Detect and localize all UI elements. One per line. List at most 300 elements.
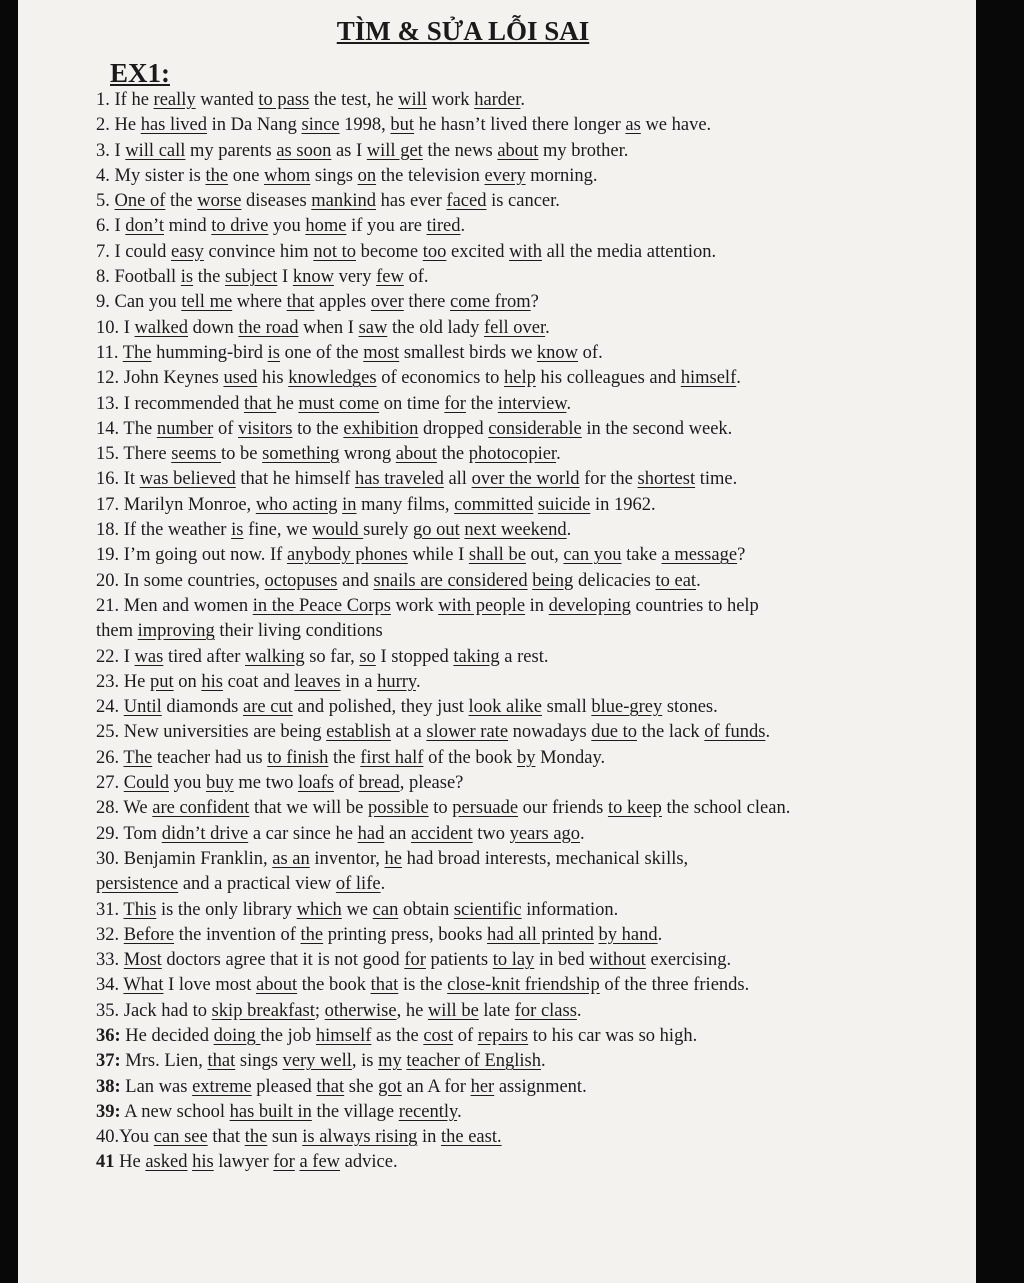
text-segment: the invention of [174,924,301,945]
text-segment: 1. If he [96,90,154,110]
text-segment: Monday. [535,747,606,768]
exercise-line [96,366,966,391]
text-segment: the [436,444,469,465]
text-segment: advice. [340,1152,398,1173]
exercise-line [96,139,966,164]
exercise-line [96,417,966,442]
underlined-segment: about [497,140,539,161]
underlined-segment: that [243,393,277,414]
underlined-segment: not to [313,241,356,262]
text-segment: 6. I [96,216,126,237]
exercise-line [96,847,966,872]
text-segment: diamonds [161,697,243,718]
underlined-segment: The [122,342,152,363]
underlined-segment: extreme [192,1076,252,1097]
underlined-segment: few [376,267,404,288]
text-segment: in 1962. [590,494,656,515]
exercise-list [96,88,966,1176]
text-segment: ? [530,292,539,313]
text-segment: assignment. [494,1076,587,1097]
text-segment: the [465,393,498,414]
underlined-segment: next weekend [464,520,567,541]
underlined-segment: really [153,90,196,110]
underlined-segment: had all printed [487,924,594,945]
exercise-line [96,645,966,670]
text-segment: . [460,216,466,237]
underlined-segment: with people [438,595,526,616]
exercise-line [96,467,966,492]
text-segment: out, [525,545,564,566]
underlined-segment: Could [123,773,169,794]
text-segment: our friends [518,798,608,819]
underlined-segment: my [378,1051,402,1072]
underlined-segment: Before [123,924,175,945]
text-segment: you [168,773,206,794]
text-segment: work [390,595,439,616]
text-segment: the television [376,165,485,186]
text-segment: the test, he [309,90,399,110]
underlined-segment: as an [272,848,310,869]
underlined-segment: will [398,90,427,110]
underlined-segment: bread [358,773,400,794]
question-number: 39: [96,1101,121,1122]
text-segment: has ever [376,191,447,212]
text-segment: the [328,747,361,768]
underlined-segment: committed [454,494,534,515]
underlined-segment: home [305,216,347,237]
underlined-segment: saw [358,317,388,338]
underlined-segment: come from [450,292,531,313]
text-segment: 10. I [96,317,135,338]
text-segment: 4. My sister is [96,165,206,186]
underlined-segment: are confident [152,798,250,819]
underlined-segment: establish [326,722,391,743]
text-segment: I stopped [375,646,454,667]
exercise-line [96,999,966,1024]
text-segment: the lack [637,722,705,743]
underlined-segment: asked [145,1152,188,1173]
text-segment: 5. [96,191,115,212]
text-segment: my parents [185,140,277,161]
underlined-segment: a few [299,1152,341,1173]
underlined-segment: that [207,1051,236,1072]
underlined-segment: by [516,747,536,768]
text-segment: time. [695,469,738,490]
underlined-segment: know [536,342,579,363]
text-segment: diseases [241,191,312,212]
text-segment: small [542,697,592,718]
text-segment: on time [379,393,445,414]
text-segment: of. [403,267,429,288]
underlined-segment: This [123,899,157,920]
text-segment: of [213,418,238,439]
exercise-line [96,594,966,619]
underlined-segment: the [300,924,324,945]
text-segment: he [276,393,299,414]
text-segment: there [403,292,450,313]
exercise-line [96,265,966,290]
underlined-segment: to keep [607,798,662,819]
underlined-segment: of funds [704,722,766,743]
text-segment: morning. [525,165,598,186]
text-segment: delicacies [573,570,656,591]
text-segment: 14. The [96,418,157,439]
text-segment: pleased [251,1076,317,1097]
underlined-segment: recently [398,1101,458,1122]
text-segment: 31. [96,899,124,920]
text-segment: ? [737,545,746,566]
exercise-line [96,822,966,847]
underlined-segment: as soon [276,140,332,161]
underlined-segment: for class [514,1000,577,1021]
underlined-segment: skip breakfast [211,1000,315,1021]
text-segment: . [457,1101,462,1122]
underlined-segment: The [123,747,153,768]
question-number: 41 [96,1152,115,1173]
text-segment: his [257,368,289,389]
underlined-segment: tired [426,216,461,237]
text-segment: 9. Can you [96,292,182,313]
text-segment: the news [422,140,498,161]
underlined-segment: will be [427,1000,479,1021]
underlined-segment: the east. [441,1127,502,1148]
underlined-segment: improving [137,621,215,642]
underlined-segment: that [286,292,315,313]
text-segment: 7. I could [96,241,172,262]
question-number: 37: [96,1051,121,1072]
underlined-segment: possible [368,798,429,819]
underlined-segment: his [192,1152,214,1173]
text-segment: a rest. [499,646,549,667]
text-segment: I love most [163,975,256,996]
text-segment: 11. [96,342,123,363]
exercise-line [96,1075,966,1100]
underlined-segment: the [244,1127,268,1148]
text-segment: the village [311,1101,399,1122]
exercise-line [96,1125,966,1150]
underlined-segment: mankind [311,191,377,212]
underlined-segment: has lived [140,115,207,136]
underlined-segment: on [357,165,377,186]
exercise-line [96,113,966,138]
text-segment: 18. If the weather [96,520,232,541]
text-segment: at a [390,722,427,743]
text-segment: 13. I recommended [96,393,244,414]
exercise-line [96,1049,966,1074]
text-segment: 15. There [96,444,172,465]
text-segment: of economics to [376,368,504,389]
text-segment: to his car was so high. [528,1025,698,1046]
underlined-segment: will get [366,140,423,161]
text-segment: 29. Tom [96,823,162,844]
text-segment: 20. In some countries, [96,570,265,591]
underlined-segment: was believed [139,469,236,490]
underlined-segment: so [359,646,376,667]
text-segment: to be [221,444,263,465]
text-segment: late [478,1000,515,1021]
underlined-segment: don’t [125,216,165,237]
underlined-segment: since [301,115,340,136]
text-segment: to the [292,418,344,439]
section-heading: EX1: [110,58,170,88]
text-segment: . [657,924,663,945]
text-segment: if you are [346,216,427,237]
exercise-line [96,392,966,417]
underlined-segment: the road [238,317,299,338]
underlined-segment: loafs [297,773,334,794]
underlined-segment: fell over [483,317,546,338]
underlined-segment: something [262,444,340,465]
underlined-segment: himself [315,1025,372,1046]
text-segment: , please? [399,773,464,794]
underlined-segment: in [297,1101,312,1122]
exercise-line [96,214,966,239]
underlined-segment: octopuses [264,570,338,591]
text-segment: . [415,671,421,692]
underlined-segment: that [316,1076,345,1097]
text-segment: and [337,570,374,591]
question-number: 36: [96,1025,121,1046]
text-segment: when I [298,317,359,338]
text-segment: sings [235,1051,283,1072]
text-segment: 24. [96,697,124,718]
text-segment: information. [521,899,619,920]
text-segment: ; [314,1000,325,1021]
text-segment: of [453,1025,478,1046]
underlined-segment: tell me [181,292,233,313]
underlined-segment: One of [114,191,166,212]
underlined-segment: the [205,165,229,186]
text-segment: we [341,899,373,920]
underlined-segment: that [370,975,399,996]
text-segment: 8. Football [96,267,181,288]
underlined-segment: didn’t drive [161,823,249,844]
text-segment: 30. Benjamin Franklin, [96,848,273,869]
text-segment: his colleagues and [535,368,681,389]
underlined-segment: subject [225,267,278,288]
underlined-segment: buy [205,773,234,794]
text-segment: printing press, books [323,924,488,945]
text-segment: is the [398,975,448,996]
underlined-segment: too [422,241,447,262]
underlined-segment: close-knit friendship [447,975,600,996]
text-segment: . [576,1000,582,1021]
underlined-segment: persistence [96,874,179,895]
exercise-line [96,973,966,998]
underlined-segment: accident [411,823,473,844]
underlined-segment: developing [548,595,631,616]
text-segment: 12. John Keynes [96,368,224,389]
underlined-segment: most [363,342,400,363]
text-segment: . [380,874,386,895]
text-segment: so far, [304,646,360,667]
underlined-segment: was [134,646,164,667]
exercise-line [96,872,966,897]
text-segment: , he [396,1000,428,1021]
text-segment: 2. He [96,115,141,136]
text-segment: an A for [401,1076,471,1097]
text-segment: . [520,90,526,110]
text-segment: many films, [356,494,455,515]
text-segment: on [173,671,202,692]
underlined-segment: himself [680,368,737,389]
text-segment: in bed [534,950,590,971]
text-segment: for the [579,469,638,490]
underlined-segment: doing [213,1025,261,1046]
underlined-segment: over the world [471,469,580,490]
underlined-segment: scientific [453,899,522,920]
text-segment: of the three friends. [599,975,750,996]
underlined-segment: her [470,1076,495,1097]
text-segment: inventor, [309,848,385,869]
text-segment: that he himself [235,469,355,490]
underlined-segment: got [378,1076,402,1097]
underlined-segment: persuade [452,798,519,819]
text-segment: 19. I’m going out now. If [96,545,287,566]
text-segment: . [566,393,572,414]
underlined-segment: first half [360,747,424,768]
underlined-segment: can you [563,545,622,566]
underlined-segment: would [312,520,364,541]
underlined-segment: which [296,899,342,920]
underlined-segment: teacher of English [406,1051,541,1072]
text-segment: all the media attention. [541,241,717,262]
exercise-line [96,948,966,973]
underlined-segment: used [223,368,258,389]
text-segment: 3. I [96,140,126,161]
text-segment: He decided [120,1025,214,1046]
text-segment: one of the [279,342,364,363]
text-segment: two [472,823,510,844]
text-segment: 34. [96,975,124,996]
exercise-line [96,240,966,265]
underlined-segment: know [292,267,334,288]
text-segment: exercising. [645,950,732,971]
exercise-line [96,695,966,720]
exercise-line [96,796,966,821]
text-segment: that [207,1127,245,1148]
text-segment: 35. Jack had to [96,1000,212,1021]
text-segment: countries to help [630,595,759,616]
text-segment: surely [363,520,413,541]
underlined-segment: shortest [637,469,696,490]
text-segment: while I [407,545,469,566]
text-segment: down [187,317,239,338]
underlined-segment: to finish [267,747,329,768]
underlined-segment: to lay [492,950,535,971]
underlined-segment: who acting [255,494,338,515]
underlined-segment: is always rising [302,1127,418,1148]
text-segment: as the [371,1025,424,1046]
text-segment: . [545,317,550,338]
underlined-segment: due to [591,722,637,743]
underlined-segment: for [444,393,466,414]
text-segment: 28. We [96,798,153,819]
text-segment: nowadays [508,722,592,743]
text-segment: she [344,1076,379,1097]
exercise-line [96,720,966,745]
underlined-segment: will call [125,140,186,161]
text-segment: in [525,595,549,616]
underlined-segment: can [372,899,399,920]
underlined-segment: for [404,950,426,971]
text-segment: wrong [339,444,396,465]
text-segment: in the second week. [581,418,733,439]
text-segment: teacher had us [152,747,268,768]
underlined-segment: must come [298,393,380,414]
underlined-segment: interview [497,393,567,414]
text-segment: . [566,520,572,541]
underlined-segment: snails are considered [373,570,528,591]
text-segment: in [417,1127,441,1148]
text-segment: my brother. [538,140,629,161]
text-segment: 33. [96,950,124,971]
underlined-segment: put [149,671,174,692]
text-segment: of. [578,342,603,363]
text-segment: tired after [163,646,245,667]
underlined-segment: has built [229,1101,298,1122]
underlined-segment: is [267,342,280,363]
text-segment: 32. [96,924,124,945]
underlined-segment: Until [123,697,162,718]
text-segment: He [114,1152,146,1173]
text-segment: we have. [640,115,712,136]
underlined-segment: about [255,975,298,996]
underlined-segment: are cut [242,697,293,718]
underlined-segment: suicide [537,494,591,515]
text-segment: . [736,368,741,389]
text-segment: I [277,267,293,288]
page-title: TÌM & SỬA LỖI SAI [336,16,590,46]
text-segment: and polished, they just [292,697,469,718]
underlined-segment: exhibition [343,418,419,439]
text-segment: 22. I [96,646,135,667]
exercise-line [96,1024,966,1049]
text-segment: . [765,722,771,743]
worksheet-page [18,0,976,1283]
underlined-segment: faced [446,191,487,212]
underlined-segment: number [156,418,214,439]
text-segment: patients [425,950,493,971]
underlined-segment: taking [453,646,500,667]
underlined-segment: to pass [258,90,310,110]
text-segment: A new school [120,1101,230,1122]
text-segment: Lan was [120,1076,193,1097]
underlined-segment: slower rate [426,722,509,743]
underlined-segment: repairs [477,1025,529,1046]
underlined-segment: over [370,292,404,313]
exercise-line [96,341,966,366]
exercise-line [96,518,966,543]
text-segment: 21. Men and women [96,595,253,616]
exercise-line [96,898,966,923]
text-segment: the school clean. [661,798,791,819]
text-segment: of [333,773,359,794]
text-segment: smallest birds we [399,342,537,363]
text-segment: all [443,469,472,490]
underlined-segment: has traveled [354,469,444,490]
underlined-segment: a message [661,545,738,566]
underlined-segment: What [123,975,164,996]
underlined-segment: leaves [294,671,341,692]
text-segment: excited [446,241,510,262]
text-segment: coat and [222,671,295,692]
text-segment: . [696,570,701,591]
underlined-segment: blue-grey [591,697,663,718]
exercise-line [96,923,966,948]
exercise-line [96,746,966,771]
underlined-segment: seems [171,444,222,465]
